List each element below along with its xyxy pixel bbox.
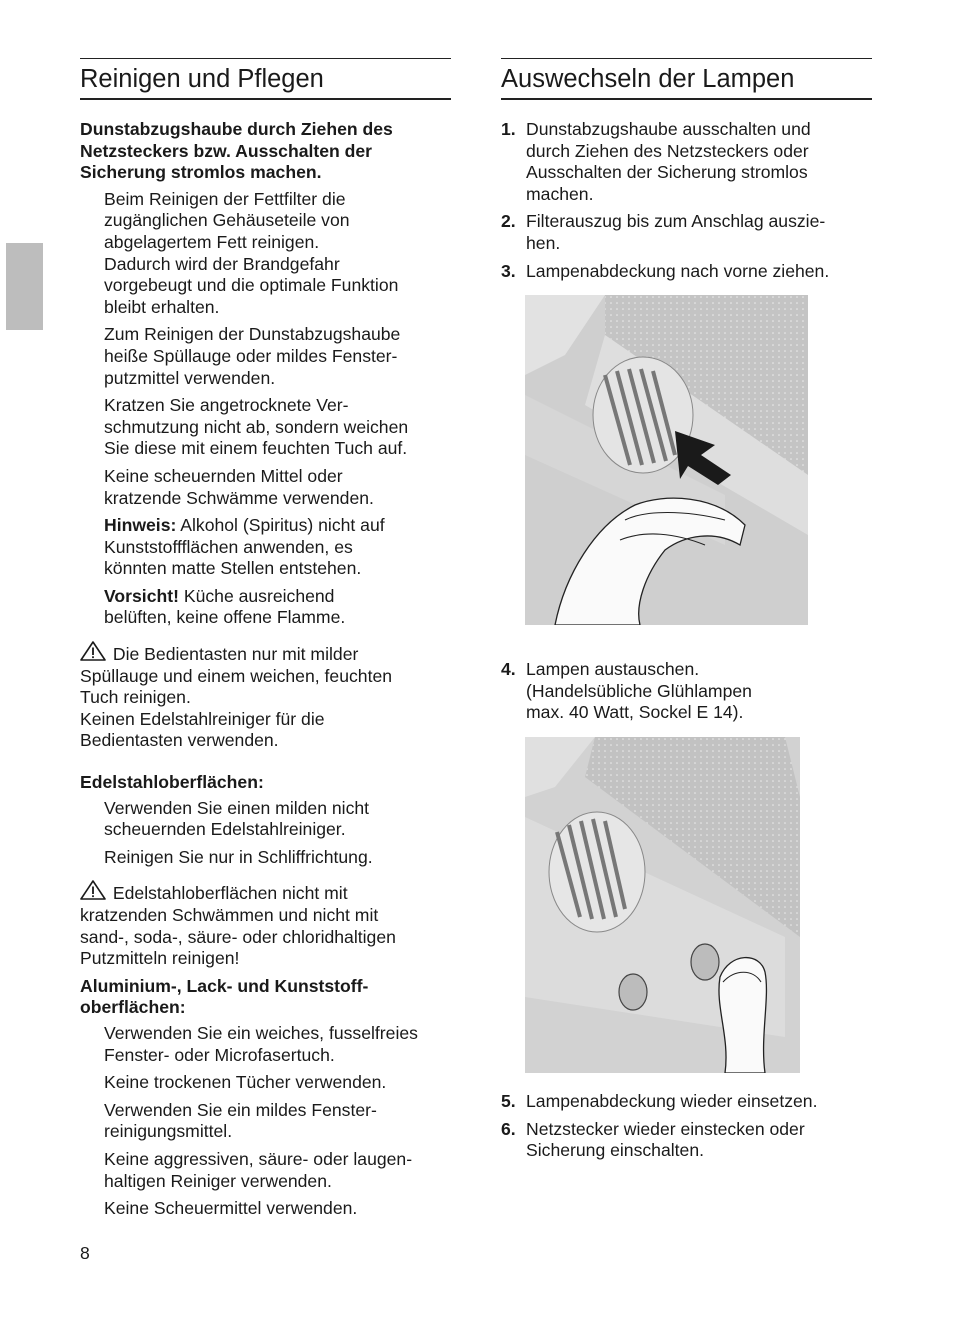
step-5: 5. Lampenabdeckung wieder einsetzen. xyxy=(501,1090,818,1111)
step-6: 6. Netzstecker wieder einstecken oder Sicherung einschalten. xyxy=(501,1118,805,1161)
warning-triangle-icon xyxy=(80,880,106,900)
paragraph-fettfilter: Beim Reinigen der Fettfilter die zugänglichen Gehäuseteile von abgelagertem Fett reinigen. Dadurch wird der Brandgefahr vorgebeugt und die optimale Funktion bleibt erhalten. xyxy=(104,188,399,317)
warning-edelstahl: Edelstahloberflächen nicht mit kratzenden Schwämmen und nicht mit sand-, soda-, säure- oder chloridhaltigen Putzmitteln reinigen! xyxy=(80,880,451,969)
lamp-steps-list-cont xyxy=(501,659,872,724)
step-3: 3. Lampenabdeckung nach vorne ziehen. xyxy=(501,260,830,281)
heading-edelstahl: Edelstahloberflächen: xyxy=(80,772,264,793)
paragraph-trockene-tuecher: Keine trockenen Tücher verwenden. xyxy=(104,1072,387,1093)
step-4: 4. Lampen austauschen. (Handelsübliche Glühlampen max. 40 Watt, Sockel E 14). xyxy=(501,659,752,723)
right-column xyxy=(501,58,872,1168)
warning-bedientasten: Die Bedientasten nur mit milder Spüllauge und einem weichen, feuchten Tuch reinigen. Keinen Edelstahlreiniger für die Bedientasten verwenden. xyxy=(80,641,451,752)
paragraph-aggressive-reiniger: Keine aggressiven, säure- oder laugen- haltigen Reiniger verwenden. xyxy=(104,1148,413,1191)
paragraph-edelstahl-reiniger: Verwenden Sie einen milden nicht scheuernden Edelstahlreiniger. xyxy=(104,797,370,840)
paragraph-scheuermittel: Keine Scheuermittel verwenden. xyxy=(104,1198,358,1219)
paragraph-spuellauge: Zum Reinigen der Dunstabzugshaube heiße Spüllauge oder mildes Fenster- putzmittel verwenden. xyxy=(104,324,401,388)
lead-instruction: Dunstabzugshaube durch Ziehen des Netzsteckers bzw. Ausschalten der Sicherung stromlos machen. xyxy=(80,119,393,183)
warning-triangle-icon xyxy=(80,641,106,661)
hinweis-label: Hinweis: xyxy=(104,515,177,536)
lamp-steps-list xyxy=(501,119,872,282)
paragraph-hinweis: Hinweis: Alkohol (Spiritus) nicht auf Kunststoffflächen anwenden, es könnten matte Stellen entstehen. xyxy=(104,515,385,579)
left-column xyxy=(80,58,451,1226)
paragraph-microfasertuch: Verwenden Sie ein weiches, fusselfreies Fenster- oder Microfasertuch. xyxy=(104,1022,418,1065)
chapter-tab-marker xyxy=(6,243,43,330)
heading-aluminium: Aluminium-, Lack- und Kunststoff- oberflächen: xyxy=(80,975,369,1018)
illustration-replace-lamp xyxy=(525,737,785,1073)
paragraph-scheuernd: Keine scheuernden Mittel oder kratzende Schwämme verwenden. xyxy=(104,465,374,508)
lamp-steps-list-end xyxy=(501,1091,872,1162)
paragraph-schliffrichtung: Reinigen Sie nur in Schliffrichtung. xyxy=(104,846,373,867)
paragraph-fensterreiniger: Verwenden Sie ein mildes Fenster- reinigungsmittel. xyxy=(104,1099,377,1142)
paragraph-vorsicht: Vorsicht! Küche ausreichend belüften, keine offene Flamme. xyxy=(104,585,346,628)
vorsicht-label: Vorsicht! xyxy=(104,585,179,606)
step-1: 1. Dunstabzugshaube ausschalten und durch Ziehen des Netzsteckers oder Ausschalten der Sicherung stromlos machen. xyxy=(501,119,811,204)
section-title-lamps: Auswechseln der Lampen xyxy=(501,58,872,100)
step-2: 2. Filterauszug bis zum Anschlag auszie- hen. xyxy=(501,211,826,253)
page-number: 8 xyxy=(80,1243,90,1263)
paragraph-kratzen: Kratzen Sie angetrocknete Ver- schmutzung nicht ab, sondern weichen Sie diese mit einem feuchten Tuch auf. xyxy=(104,395,409,459)
illustration-pull-lamp-cover xyxy=(525,295,808,625)
section-title-cleaning: Reinigen und Pflegen xyxy=(80,58,451,100)
